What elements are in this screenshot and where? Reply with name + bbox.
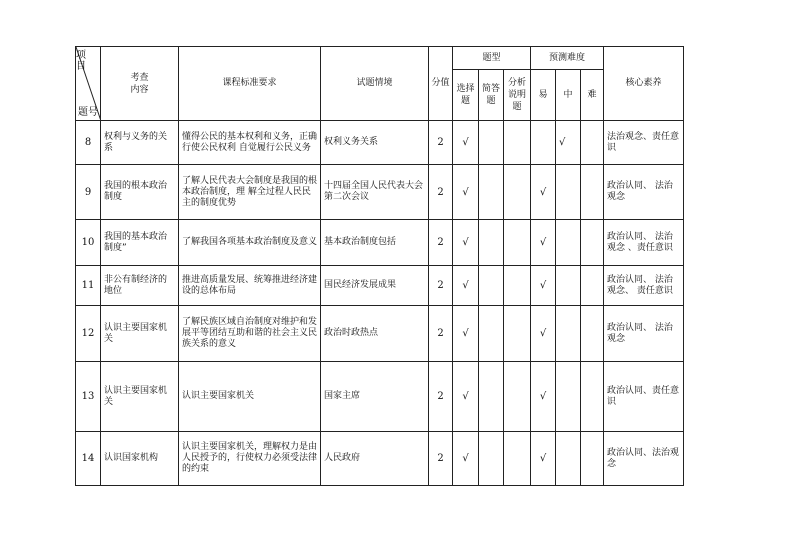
row-number: 11 — [76, 266, 101, 306]
row-content: 我国的根本政治制度 — [101, 165, 179, 220]
check-mark-choice: √ — [453, 165, 479, 220]
row-core: 法治观念、责任意识 — [604, 121, 684, 165]
row-context: 十四届全国人民代表大会第二次会议 — [321, 165, 429, 220]
check-mark-choice: √ — [453, 306, 479, 362]
row-content: 我国的基本政治制度” — [101, 220, 179, 266]
row-score: 2 — [429, 362, 453, 432]
header-standard: 课程标准要求 — [179, 47, 321, 121]
row-core: 政治认同、 法治观念 — [604, 306, 684, 362]
cell-empty — [581, 362, 604, 432]
header-question-type: 题型 — [453, 47, 531, 70]
cell-empty — [581, 432, 604, 486]
row-number: 10 — [76, 220, 101, 266]
cell-empty — [556, 432, 581, 486]
cell-empty — [479, 266, 504, 306]
cell-empty — [479, 432, 504, 486]
check-mark-choice: √ — [453, 220, 479, 266]
check-mark-easy: √ — [531, 362, 556, 432]
cell-empty — [556, 306, 581, 362]
header-content-line2: 内容 — [130, 84, 149, 95]
table-row — [76, 266, 684, 306]
row-standard: 了解我国各项基本政治制度及意义 — [179, 220, 321, 266]
row-standard: 了解民族区域自治制度对维护和发展平等团结互助和谐的社会主义民族关系的意义 — [179, 306, 321, 362]
cell-empty — [581, 266, 604, 306]
header-medium: 中 — [556, 70, 581, 121]
row-score: 2 — [429, 165, 453, 220]
cell-empty — [479, 220, 504, 266]
row-context: 国民经济发展成果 — [321, 266, 429, 306]
row-context: 基本政治制度包括 — [321, 220, 429, 266]
header-choice-line1: 选择 — [456, 84, 475, 94]
check-mark-easy: √ — [531, 306, 556, 362]
row-standard: 了解人民代表大会制度是我国的根本政治制度，理 解全过程人民民主的制度优势 — [179, 165, 321, 220]
cell-empty — [556, 362, 581, 432]
table-row — [76, 165, 684, 220]
row-number: 14 — [76, 432, 101, 486]
cell-empty — [504, 432, 531, 486]
header-score: 分值 — [429, 47, 453, 121]
row-content: 权利与义务的关系 — [101, 121, 179, 165]
row-standard: 认识主要国家机关 — [179, 362, 321, 432]
row-number: 12 — [76, 306, 101, 362]
check-mark-choice: √ — [453, 266, 479, 306]
check-mark-easy: √ — [531, 266, 556, 306]
header-context: 试题情境 — [321, 47, 429, 121]
header-short-answer — [479, 70, 504, 121]
cell-empty — [581, 220, 604, 266]
header-choice-line2: 题 — [460, 96, 470, 106]
header-row-1 — [76, 47, 684, 70]
cell-empty — [504, 220, 531, 266]
row-context: 权利义务关系 — [321, 121, 429, 165]
cell-empty — [504, 165, 531, 220]
header-choice — [453, 70, 479, 121]
header-content-line1: 考查 — [130, 72, 149, 83]
header-analysis-line1: 分析 — [507, 78, 526, 88]
header-analysis-line3: 题 — [512, 102, 522, 112]
cell-empty — [479, 362, 504, 432]
row-core: 政治认同、 法治观念 — [604, 165, 684, 220]
row-content: 认识国家机构 — [101, 432, 179, 486]
row-core: 政治认同、 法治观念、 责任意识 — [604, 266, 684, 306]
check-mark-easy: √ — [531, 432, 556, 486]
spec-table — [75, 46, 684, 486]
cell-empty — [581, 165, 604, 220]
cell-empty — [556, 266, 581, 306]
header-difficulty: 预测难度 — [531, 47, 604, 70]
cell-empty — [504, 306, 531, 362]
cell-empty — [504, 362, 531, 432]
cell-empty — [504, 121, 531, 165]
row-standard: 懂得公民的基本权利和义务，正确行使公民权利 自觉履行公民义务 — [179, 121, 321, 165]
row-score: 2 — [429, 266, 453, 306]
cell-empty — [479, 121, 504, 165]
table-row — [76, 220, 684, 266]
check-mark-easy: √ — [531, 165, 556, 220]
row-score: 2 — [429, 220, 453, 266]
header-analysis-line2: 说明 — [507, 90, 526, 100]
cell-empty — [479, 165, 504, 220]
cell-empty — [581, 121, 604, 165]
header-easy: 易 — [531, 70, 556, 121]
row-context: 国家主席 — [321, 362, 429, 432]
check-mark-medium: √ — [556, 121, 581, 165]
row-score: 2 — [429, 432, 453, 486]
row-core: 政治认同、责任意识 — [604, 362, 684, 432]
header-short-line1: 简答 — [481, 84, 500, 94]
header-hard: 难 — [581, 70, 604, 121]
row-content: 非公有制经济的地位 — [101, 266, 179, 306]
row-number: 9 — [76, 165, 101, 220]
header-analysis — [504, 70, 531, 121]
table-row — [76, 362, 684, 432]
cell-empty — [531, 121, 556, 165]
header-content — [101, 47, 179, 121]
row-context: 人民政府 — [321, 432, 429, 486]
table-row — [76, 306, 684, 362]
row-number: 13 — [76, 362, 101, 432]
row-standard: 推进高质量发展、统筹推进经济建设的总体布局 — [179, 266, 321, 306]
row-content: 认识主要国家机关 — [101, 306, 179, 362]
header-short-line2: 题 — [486, 96, 496, 106]
corner-number-label: 题号 — [78, 107, 98, 118]
check-mark-choice: √ — [453, 432, 479, 486]
cell-empty — [556, 165, 581, 220]
cell-empty — [556, 220, 581, 266]
row-core: 政治认同、 法治观念 、责任意识 — [604, 220, 684, 266]
cell-empty — [581, 306, 604, 362]
row-context: 政治时政热点 — [321, 306, 429, 362]
header-core: 核心素养 — [604, 47, 684, 121]
cell-empty — [479, 306, 504, 362]
check-mark-easy: √ — [531, 220, 556, 266]
table-row — [76, 432, 684, 486]
corner-cell — [76, 47, 101, 121]
row-content: 认识主要国家机关 — [101, 362, 179, 432]
corner-item-label: 项 目 — [76, 50, 86, 72]
row-number: 8 — [76, 121, 101, 165]
row-standard: 认识主要国家机关，理解权力是由人民授予的，行使权力必须受法律的约束 — [179, 432, 321, 486]
cell-empty — [504, 266, 531, 306]
row-core: 政治认同、法治观念 — [604, 432, 684, 486]
row-score: 2 — [429, 306, 453, 362]
row-score: 2 — [429, 121, 453, 165]
check-mark-choice: √ — [453, 121, 479, 165]
check-mark-choice: √ — [453, 362, 479, 432]
table-row — [76, 121, 684, 165]
